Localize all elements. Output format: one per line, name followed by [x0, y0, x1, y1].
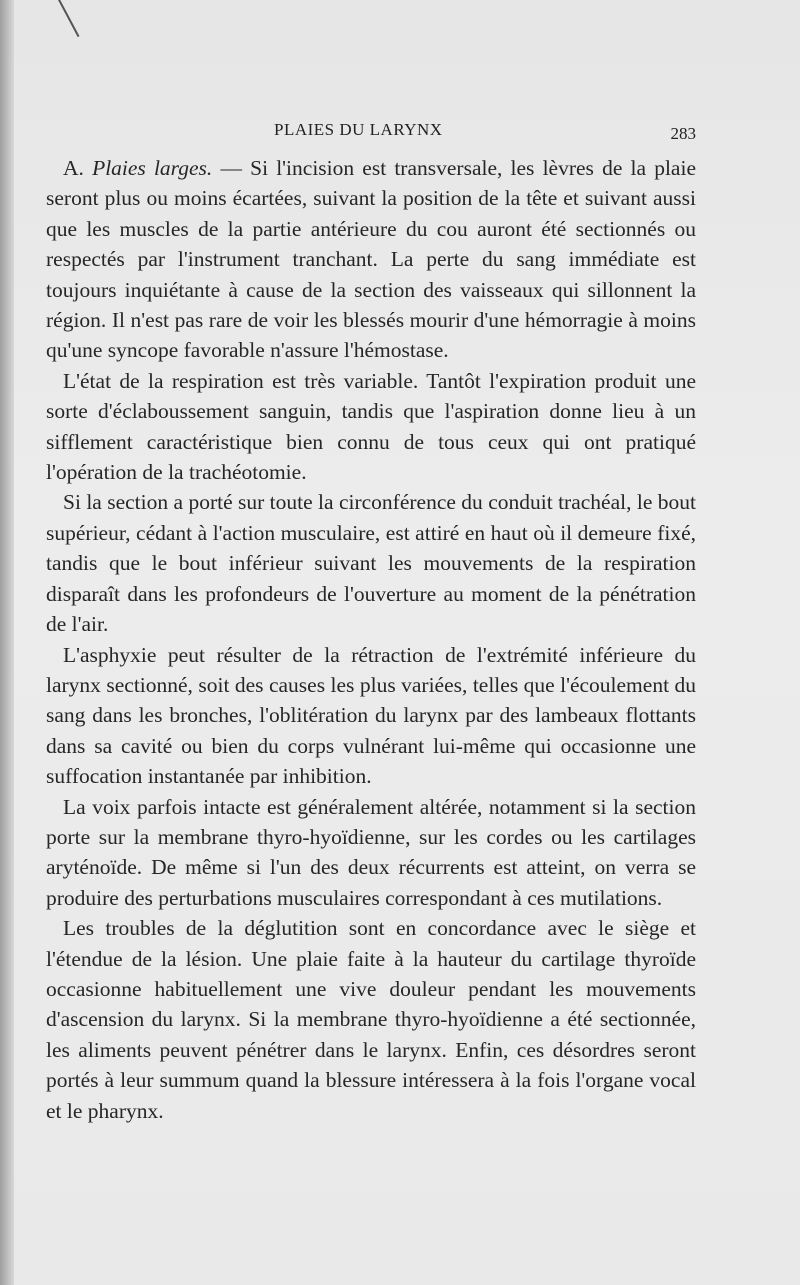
paragraph-asphyxie: L'asphyxie peut résulter de la rétraction de l'extrémité inférieure du larynx sectionné, soit des causes les plus variées, telles que l'écoulement du sang dans les bronches, l'oblitération du larynx par des lambeaux flottants dans sa cavité ou bien du corps vulnérant lui-même qui occasionne une suffocation instantanée par inhibition. [46, 642, 696, 789]
page-number: 283 [670, 124, 696, 143]
section-letter: A. [63, 156, 93, 180]
running-head [46, 116, 696, 144]
paragraph-voix: La voix parfois intacte est généralement altérée, notamment si la section porte sur la membrane thyro-hyoïdienne, sur les cordes ou les cartilages aryténoïde. De même si l'un des deux récurrents est atteint, on verra se produire des perturbations musculaires correspondant à ces mutilations. [46, 794, 696, 910]
section-heading: Plaies larges. [92, 156, 213, 180]
corner-mark [58, 0, 79, 37]
body-text [46, 153, 696, 1126]
paragraph-text: — Si l'incision est transversale, les lèvres de la plaie seront plus ou moins écartées, suivant la position de la tête et suivant aussi que les muscles de la partie antérieure du cou auront été sectionnés ou respectés par l'instrument tranchant. La perte du sang immédiate est toujours inquiétante à cause de la section des vaisseaux qui sillonnent la région. Il n'est pas rare de voir les blessés mourir d'une hémorragie à moins qu'une syncope favorable n'assure l'hémostase. [46, 156, 696, 363]
page-gutter-shadow [0, 0, 14, 1285]
paragraph-section-trachee: Si la section a porté sur toute la circonférence du conduit trachéal, le bout supérieur, cédant à l'action musculaire, est attiré en haut où il demeure fixé, tandis que le bout inférieur suivant les mouvements de la respiration disparaît dans les profondeurs de l'ouverture au moment de la pénétration de l'air. [46, 490, 696, 637]
running-title: PLAIES DU LARYNX [274, 120, 443, 139]
paragraph-respiration: L'état de la respiration est très variable. Tantôt l'expiration produit une sorte d'éclaboussement sanguin, tandis que l'aspiration donne lieu à un sifflement caractéristique bien connu de tous ceux qui ont pratiqué l'opération de la trachéotomie. [46, 368, 696, 485]
paragraph-plaies-larges [46, 153, 696, 366]
paragraph-deglutition: Les troubles de la déglutition sont en concordance avec le siège et l'étendue de la lésion. Une plaie faite à la hauteur du cartilage thyroïde occasionne habituellement une vive douleur pendant les mouvements d'ascension du larynx. Si la membrane thyro-hyoïdienne a été sectionnée, les aliments peuvent pénétrer dans le larynx. Enfin, ces désordres seront portés à leur summum quand la blessure intéressera à la fois l'organe vocal et le pharynx. [46, 916, 696, 1123]
